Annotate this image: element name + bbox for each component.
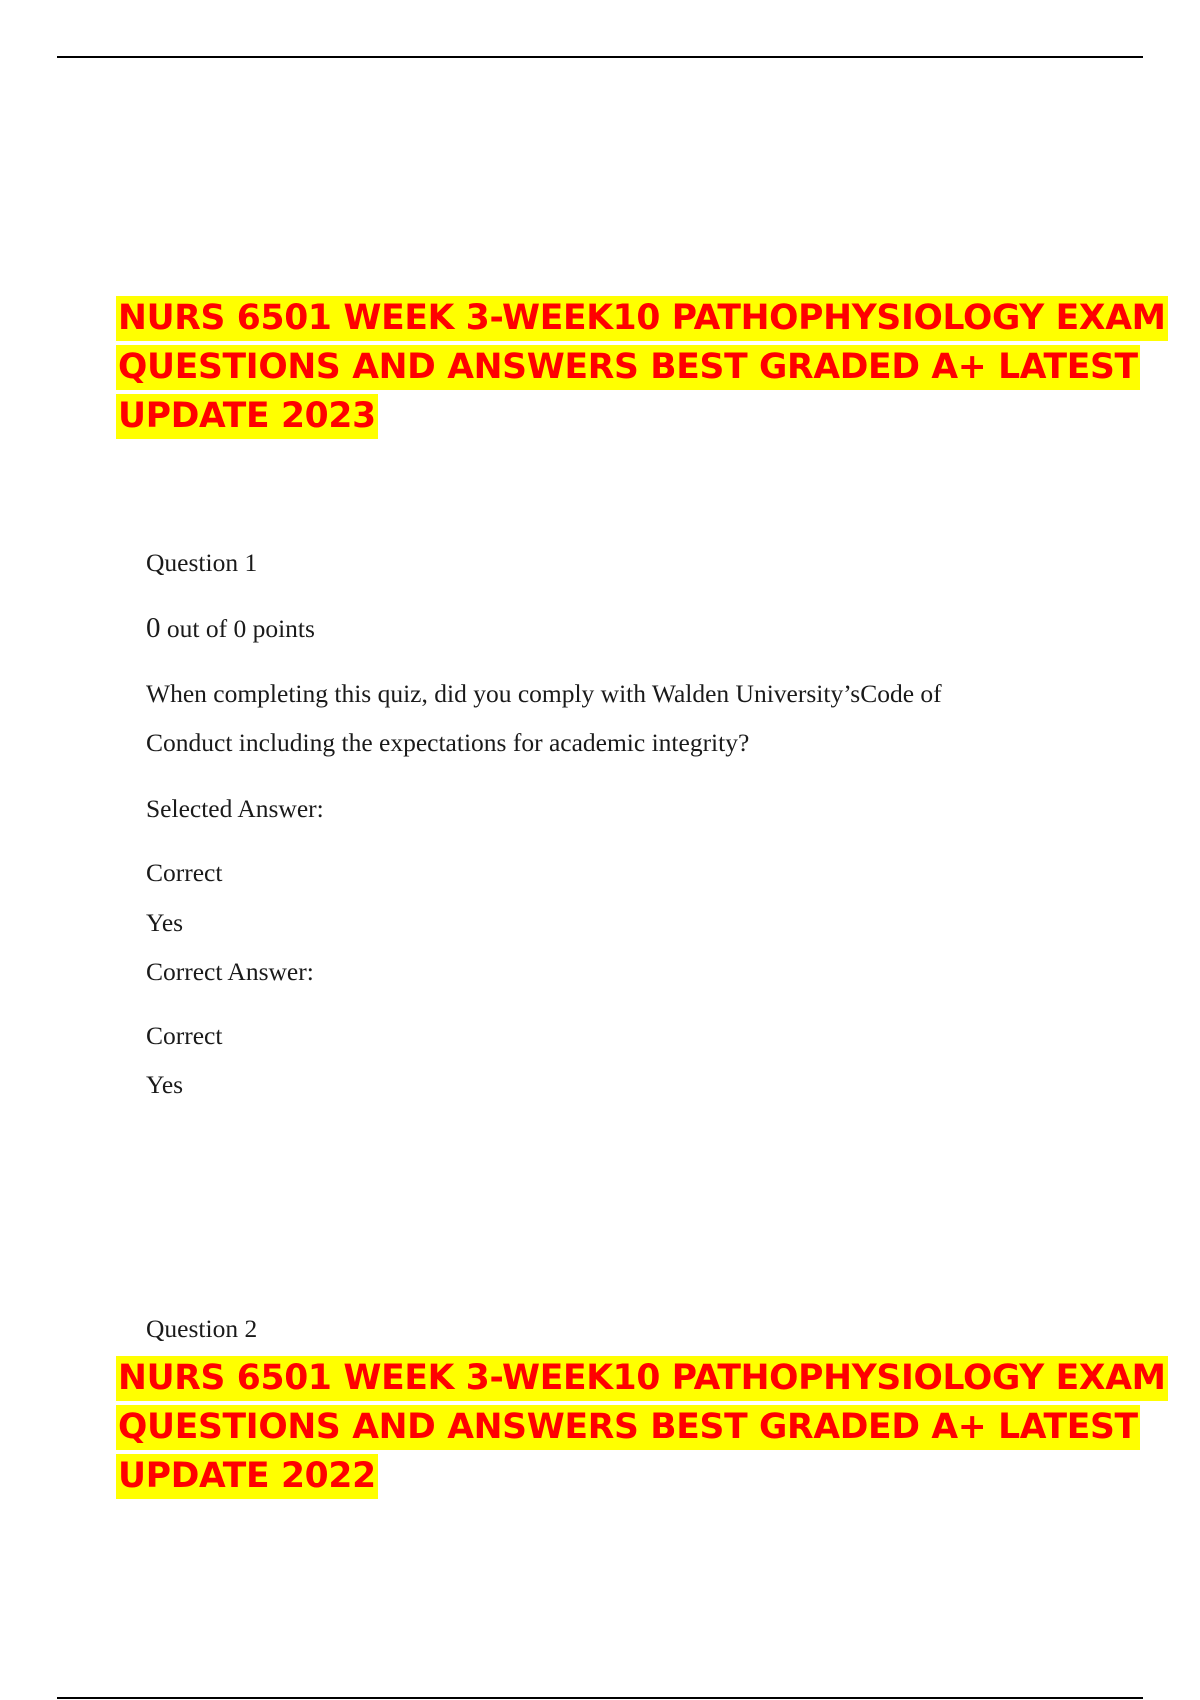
title-line-3: UPDATE 2023	[116, 394, 378, 439]
document-title	[116, 294, 1166, 441]
question-1-prompt-line-1: When completing this quiz, did you comply with Walden University’sCode of	[146, 679, 942, 708]
question-2-label: Question 2	[146, 1314, 258, 1343]
score-text: out of 0 points	[160, 614, 315, 643]
question-1-score	[146, 612, 315, 645]
title-2-line-1: NURS 6501 WEEK 3-WEEK10 PATHOPHYSIOLOGY EXAM	[116, 1356, 1168, 1401]
top-rule	[57, 56, 1143, 58]
title-2-line-2: QUESTIONS AND ANSWERS BEST GRADED A+ LATEST	[116, 1405, 1140, 1450]
correct-answer-label: Correct Answer:	[146, 957, 314, 986]
correct-answer-status: Correct	[146, 1021, 223, 1050]
title-line-1: NURS 6501 WEEK 3-WEEK10 PATHOPHYSIOLOGY EXAM	[116, 296, 1168, 341]
score-value: 0	[146, 612, 161, 644]
title-line-2: QUESTIONS AND ANSWERS BEST GRADED A+ LATEST	[116, 345, 1140, 390]
correct-answer-value: Yes	[146, 1070, 184, 1099]
selected-answer-label: Selected Answer:	[146, 794, 324, 823]
question-1-label: Question 1	[146, 548, 258, 577]
selected-answer-value: Yes	[146, 908, 184, 937]
bottom-rule	[57, 1697, 1143, 1699]
question-1-prompt-line-2: Conduct including the expectations for academic integrity?	[146, 728, 750, 757]
selected-answer-status: Correct	[146, 858, 223, 887]
title-2-line-3: UPDATE 2022	[116, 1454, 378, 1499]
repeated-document-title	[116, 1354, 1166, 1501]
